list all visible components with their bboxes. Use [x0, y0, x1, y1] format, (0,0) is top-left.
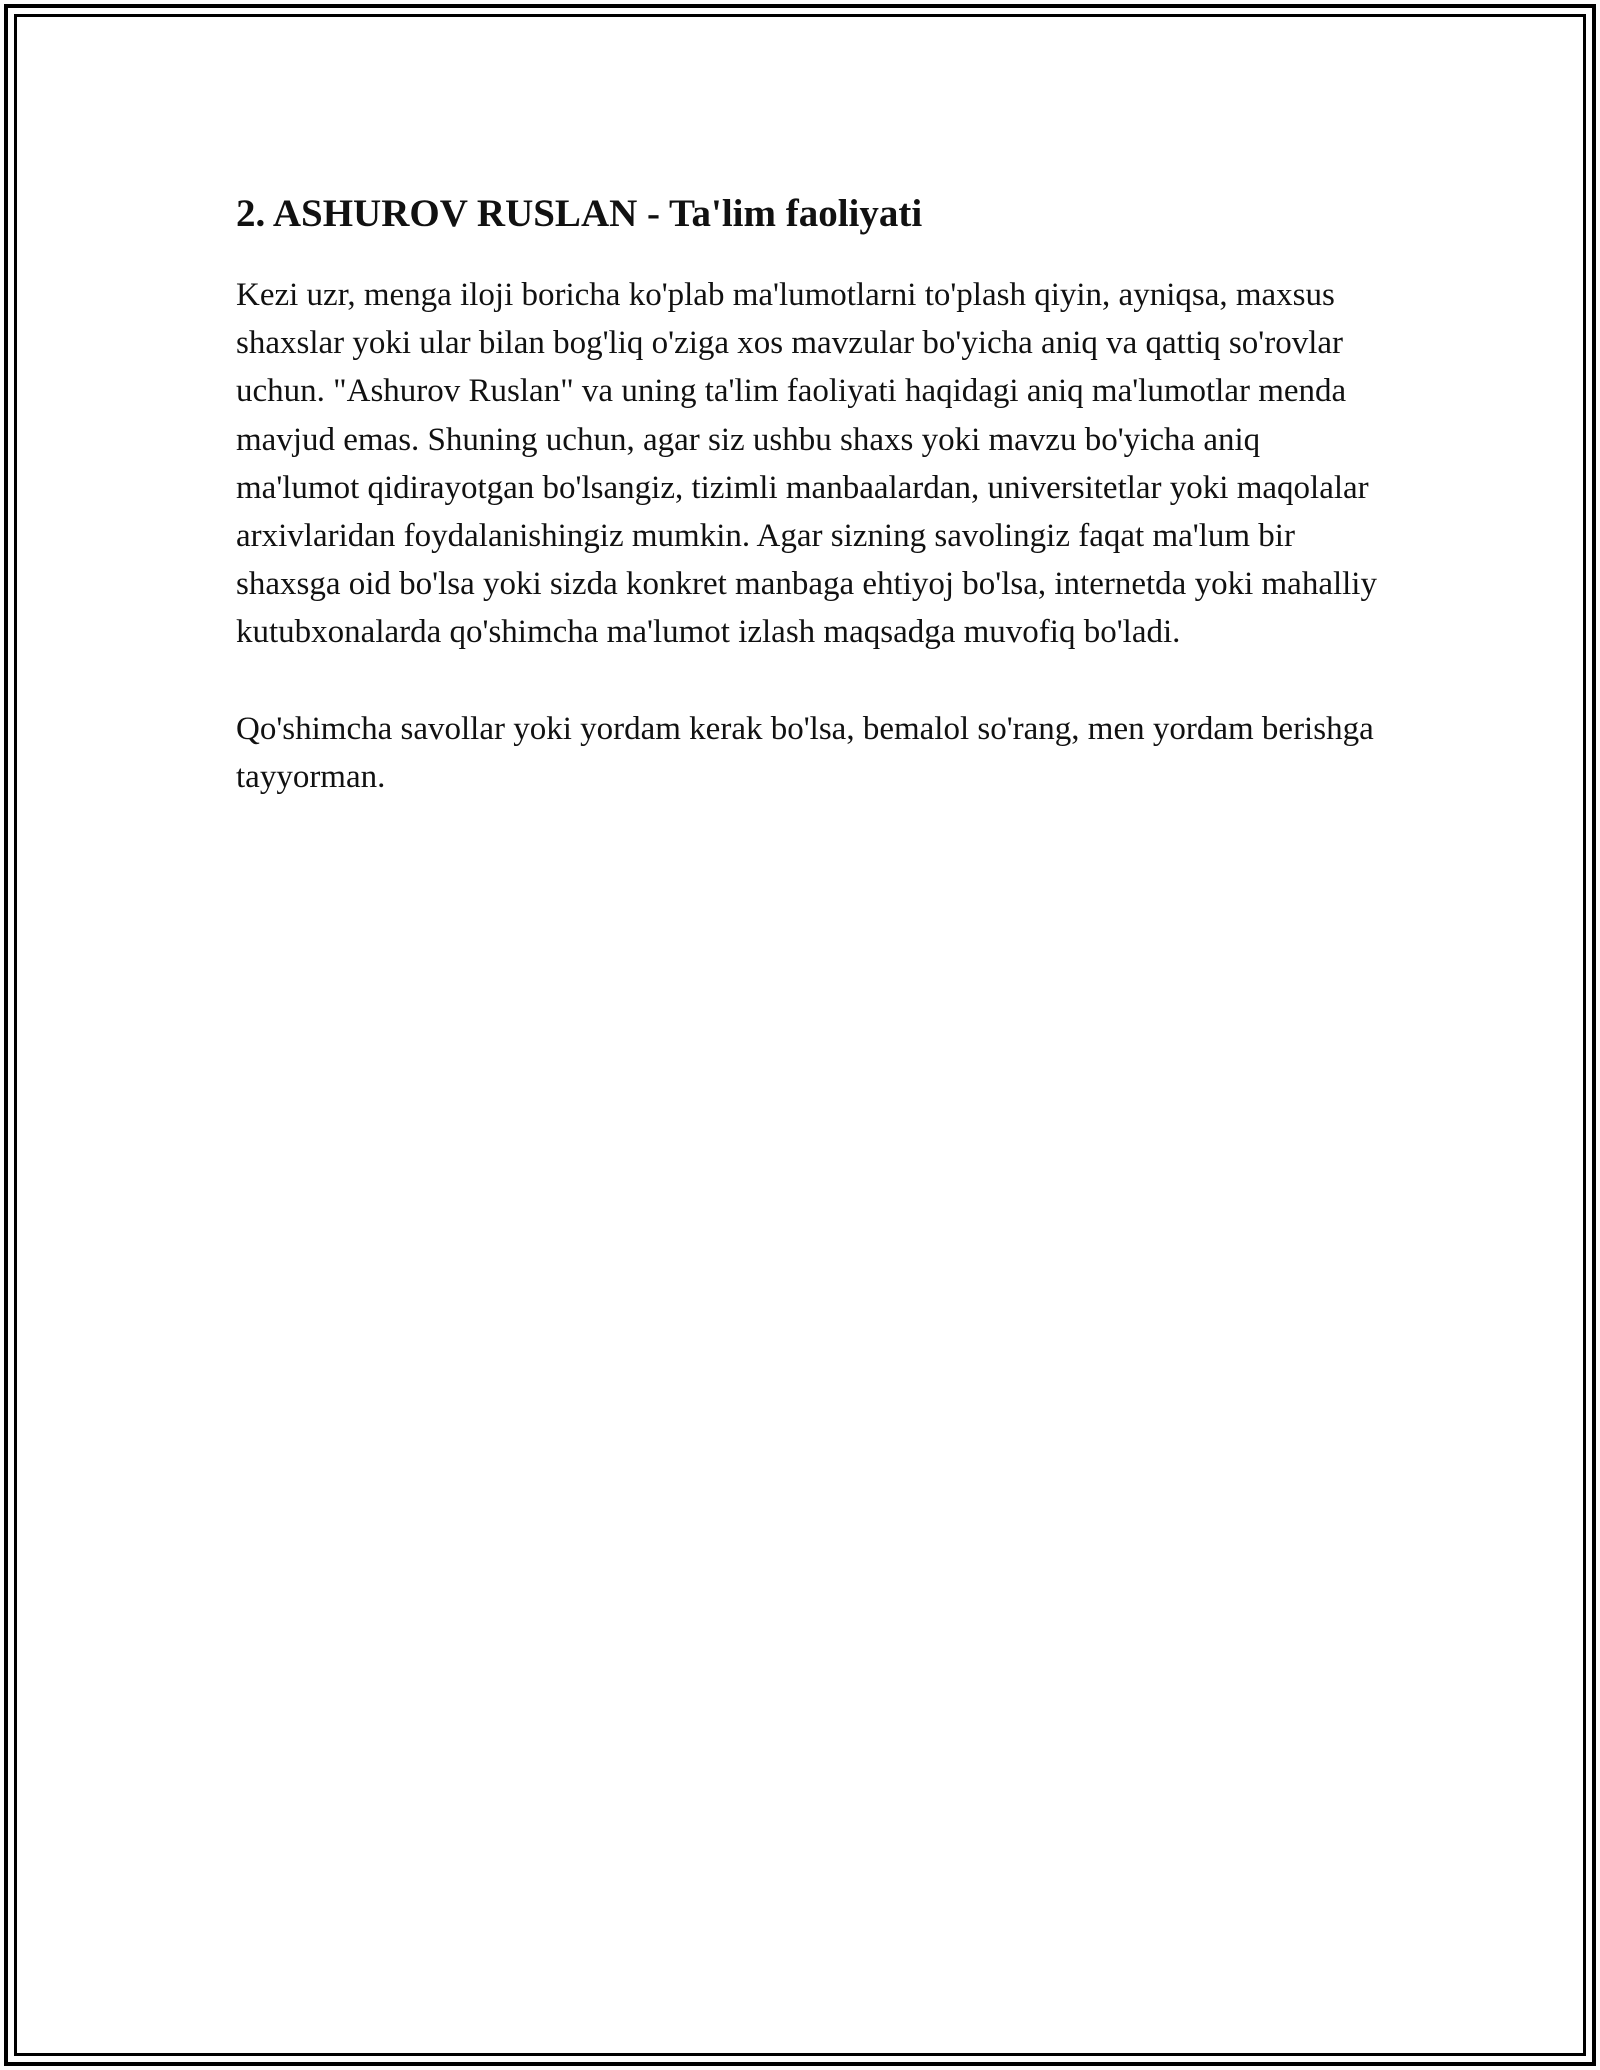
- body-paragraph-2: Qo'shimcha savollar yoki yordam kerak bo'lsa, bemalol so'rang, men yordam berishga tayyorman.: [236, 710, 1374, 795]
- section-heading: 2. ASHUROV RUSLAN - Ta'lim faoliyati: [236, 192, 923, 235]
- body-paragraph-1: Kezi uzr, menga iloji boricha ko'plab ma'lumotlarni to'plash qiyin, ayniqsa, maxsus shaxslar yoki ular bilan bog'liq o'ziga xos mavzular bo'yicha aniq va qattiq so'rovlar uchun. "Ashurov Ruslan" va uning ta'lim faoliyati haqidagi aniq ma'lumotlar menda mavjud emas. Shuning uchun, agar siz ushbu shaxs yoki mavzu bo'yicha aniq ma'lumot qidirayotgan bo'lsangiz, tizimli manbaalardan, universitetlar yoki maqolalar arxivlaridan foydalanishingiz mumkin. Agar sizning savolingiz faqat ma'lum bir shaxsga oid bo'lsa yoki sizda konkret manbaga ehtiyoj bo'lsa, internetda yoki mahalliy kutubxonalarda qo'shimcha ma'lumot izlash maqsadga muvofiq bo'ladi.: [236, 277, 1377, 651]
- document-body: [236, 185, 1386, 801]
